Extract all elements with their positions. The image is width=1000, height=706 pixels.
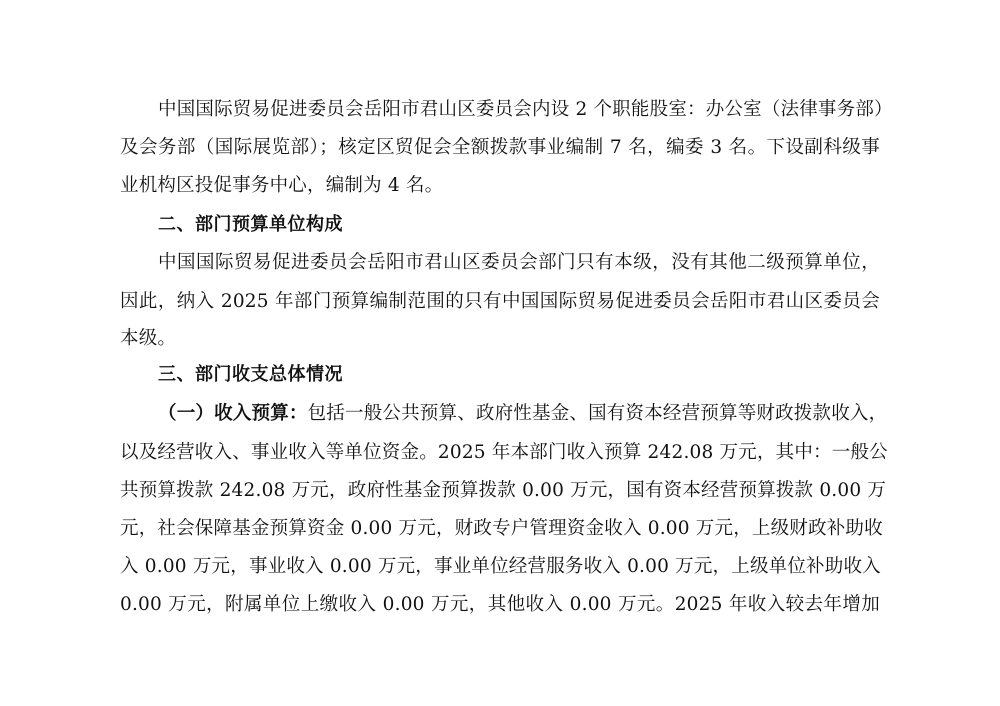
para3-line5: 入 0.00 万元，事业收入 0.00 万元，事业单位经营服务收入 0.00 万元，上级单位补助收入 <box>120 556 881 577</box>
para3-line1-text: 包括一般公共预算、政府性基金、国有资本经营预算等财政拨款收入， <box>307 403 888 424</box>
section-heading-3: 三、部门收支总体情况 <box>158 364 343 385</box>
para2-line2: 因此，纳入 2025 年部门预算编制范围的只有中国国际贸易促进委员会岳阳市君山区委员会 <box>120 291 880 312</box>
para2-line1: 中国国际贸易促进委员会岳阳市君山区委员会部门只有本级，没有其他二级预算单位， <box>158 252 880 273</box>
section-heading-2: 二、部门预算单位构成 <box>158 214 343 235</box>
para3-line4: 元，社会保障基金预算资金 0.00 万元，财政专户管理资金收入 0.00 万元，上级财政补助收 <box>120 518 883 539</box>
para3-line6: 0.00 万元，附属单位上缴收入 0.00 万元，其他收入 0.00 万元。2025 年收入较去年增加 <box>120 594 880 615</box>
para1-line3: 业机构区投促事务中心，编制为 4 名。 <box>120 175 444 196</box>
para1-line2: 及会务部（国际展览部）；核定区贸促会全额拨款事业编制 7 名，编委 3 名。下设副科级事 <box>120 137 880 158</box>
income-budget-lead: （一）收入预算： <box>158 403 308 424</box>
para2-line3: 本级。 <box>120 328 177 349</box>
para3-line3: 共预算拨款 242.08 万元，政府性基金预算拨款 0.00 万元，国有资本经营预算拨款 0.00 万 <box>120 480 887 501</box>
para3-line2: 以及经营收入、事业收入等单位资金。2025 年本部门收入预算 242.08 万元，其中：一般公 <box>120 442 888 463</box>
para3-line1 <box>158 402 888 426</box>
para1-line1: 中国国际贸易促进委员会岳阳市君山区委员会内设 2 个职能股室：办公室（法律事务部） <box>158 99 893 120</box>
